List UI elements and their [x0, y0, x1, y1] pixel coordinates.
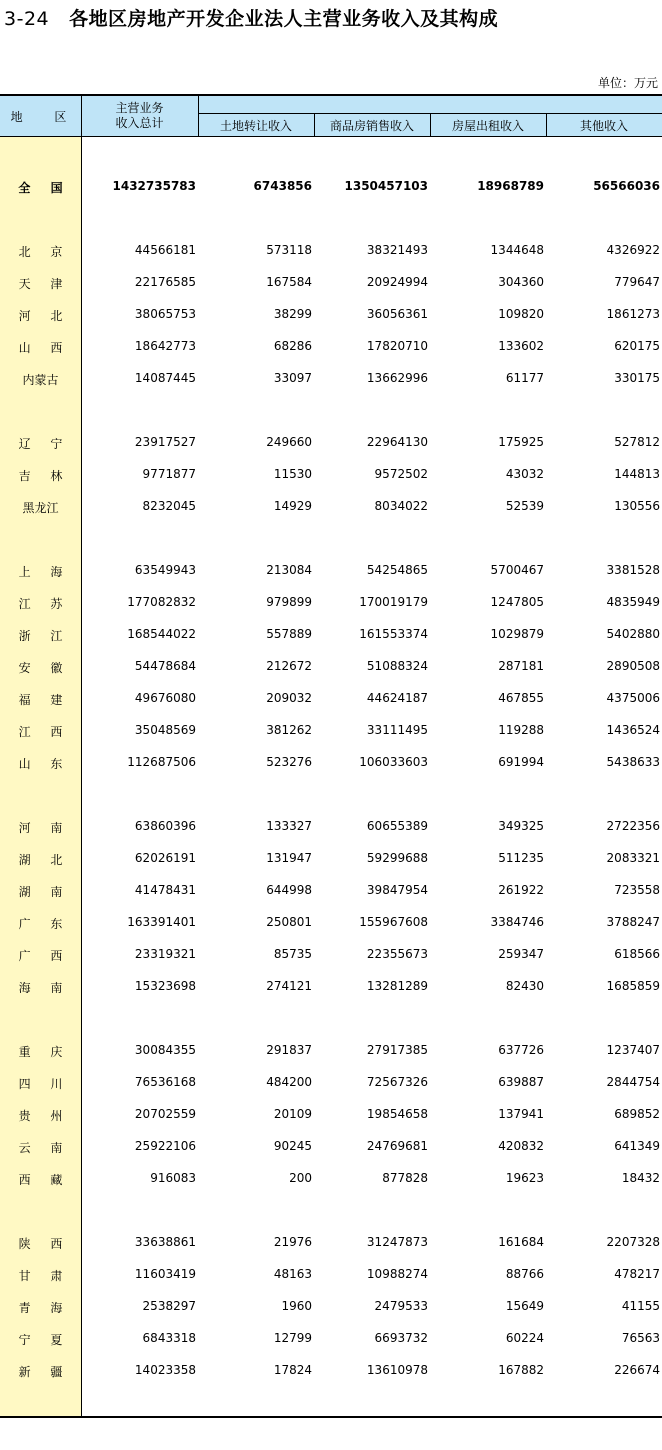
- region-name: 四 川: [18, 1077, 71, 1091]
- house-sales-value: 17820710: [366, 339, 428, 353]
- region-name: 广 东: [18, 917, 71, 931]
- region-name: 全 国: [18, 181, 71, 195]
- land-value: 6743856: [253, 179, 312, 193]
- house-sales-value: 1350457103: [344, 179, 428, 193]
- house-sales-value: 13610978: [366, 1363, 428, 1377]
- land-value: 212672: [266, 659, 312, 673]
- rent-value: 511235: [498, 851, 544, 865]
- region-name: 新 疆: [18, 1365, 71, 1379]
- table-row: [0, 1328, 662, 1348]
- region-name: 辽 宁: [18, 437, 71, 451]
- other-value: 18432: [621, 1171, 660, 1185]
- header-total-line2: 收入总计: [115, 116, 164, 130]
- total-value: 76536168: [134, 1075, 196, 1089]
- house-sales-value: 13281289: [366, 979, 428, 993]
- other-value: 4835949: [606, 595, 660, 609]
- other-value: 2207328: [606, 1235, 660, 1249]
- other-value: 76563: [621, 1331, 660, 1345]
- region-name: 河 南: [18, 821, 71, 835]
- header-rent: 房屋出租收入: [451, 118, 524, 133]
- land-value: 1960: [281, 1299, 312, 1313]
- rent-value: 133602: [498, 339, 544, 353]
- land-value: 644998: [266, 883, 312, 897]
- rent-value: 19623: [505, 1171, 544, 1185]
- land-value: 21976: [273, 1235, 312, 1249]
- rent-value: 637726: [498, 1043, 544, 1057]
- header-divider: [198, 96, 199, 137]
- land-value: 249660: [266, 435, 312, 449]
- header-total-line1: 主营业务: [115, 101, 164, 115]
- header-land: 土地转让收入: [219, 118, 292, 133]
- table-row: [0, 944, 662, 964]
- other-value: 1436524: [606, 723, 660, 737]
- land-value: 14929: [273, 499, 312, 513]
- house-sales-value: 19854658: [366, 1107, 428, 1121]
- table-row: [0, 1136, 662, 1156]
- region-name: 北 京: [18, 245, 71, 259]
- region-name: 甘 肃: [18, 1269, 71, 1283]
- house-sales-value: 39847954: [366, 883, 428, 897]
- table-row: [0, 1296, 662, 1316]
- table-row: [0, 1104, 662, 1124]
- land-value: 557889: [266, 627, 312, 641]
- total-value: 6843318: [142, 1331, 196, 1345]
- other-value: 723558: [614, 883, 660, 897]
- region-name: 福 建: [18, 693, 71, 707]
- land-value: 17824: [273, 1363, 312, 1377]
- region-name: 青 海: [18, 1301, 71, 1315]
- table-row: [0, 432, 662, 452]
- total-value: 63860396: [134, 819, 196, 833]
- rent-value: 175925: [498, 435, 544, 449]
- region-name: 江 西: [18, 725, 71, 739]
- header-other: 其他收入: [579, 118, 628, 133]
- other-value: 527812: [614, 435, 660, 449]
- land-value: 38299: [273, 307, 312, 321]
- house-sales-value: 6693732: [374, 1331, 428, 1345]
- house-sales-value: 60655389: [366, 819, 428, 833]
- table-row: [0, 720, 662, 740]
- total-value: 177082832: [127, 595, 196, 609]
- total-value: 2538297: [142, 1299, 196, 1313]
- other-value: 3788247: [606, 915, 660, 929]
- land-value: 250801: [266, 915, 312, 929]
- total-value: 62026191: [134, 851, 196, 865]
- rent-value: 43032: [505, 467, 544, 481]
- land-value: 484200: [266, 1075, 312, 1089]
- house-sales-value: 54254865: [366, 563, 428, 577]
- house-sales-value: 2479533: [374, 1299, 428, 1313]
- header-divider: [546, 114, 547, 137]
- table-row: [0, 496, 662, 516]
- house-sales-value: 44624187: [366, 691, 428, 705]
- rent-value: 1247805: [490, 595, 544, 609]
- table-row: [0, 912, 662, 932]
- house-sales-value: 106033603: [359, 755, 428, 769]
- other-value: 1237407: [606, 1043, 660, 1057]
- rent-value: 119288: [498, 723, 544, 737]
- table-row: [0, 656, 662, 676]
- header-region: 地 区: [10, 109, 81, 124]
- table-number: 3-24: [4, 8, 50, 30]
- region-column-background: [0, 137, 81, 1416]
- other-value: 2083321: [606, 851, 660, 865]
- land-value: 167584: [266, 275, 312, 289]
- other-value: 56566036: [593, 179, 660, 193]
- region-name: 黑龙江: [22, 501, 59, 515]
- other-value: 478217: [614, 1267, 660, 1281]
- region-name: 山 西: [18, 341, 71, 355]
- region-name: 重 庆: [18, 1045, 71, 1059]
- land-value: 48163: [273, 1267, 312, 1281]
- other-value: 3381528: [606, 563, 660, 577]
- table-title: 各地区房地产开发企业法人主营业务收入及其构成: [69, 8, 499, 30]
- land-value: 209032: [266, 691, 312, 705]
- table-row: [0, 304, 662, 324]
- region-name: 内蒙古: [22, 373, 59, 387]
- total-value: 112687506: [127, 755, 196, 769]
- total-value: 15323698: [134, 979, 196, 993]
- other-value: 41155: [621, 1299, 660, 1313]
- house-sales-value: 161553374: [359, 627, 428, 641]
- total-value: 49676080: [134, 691, 196, 705]
- rent-value: 82430: [505, 979, 544, 993]
- table-row: [0, 752, 662, 772]
- table-row: [0, 1072, 662, 1092]
- other-value: 130556: [614, 499, 660, 513]
- rent-value: 261922: [498, 883, 544, 897]
- other-value: 226674: [614, 1363, 660, 1377]
- total-value: 168544022: [127, 627, 196, 641]
- total-value: 35048569: [134, 723, 196, 737]
- header-house-sales: 商品房销售收入: [329, 118, 414, 133]
- land-value: 12799: [273, 1331, 312, 1345]
- other-value: 689852: [614, 1107, 660, 1121]
- rent-value: 18968789: [477, 179, 544, 193]
- rent-value: 61177: [505, 371, 544, 385]
- house-sales-value: 877828: [382, 1171, 428, 1185]
- table-row: [0, 560, 662, 580]
- region-name: 河 北: [18, 309, 71, 323]
- house-sales-value: 24769681: [366, 1139, 428, 1153]
- table-row: [0, 880, 662, 900]
- rent-value: 5700467: [490, 563, 544, 577]
- table-row: [0, 1232, 662, 1252]
- other-value: 144813: [614, 467, 660, 481]
- land-value: 573118: [266, 243, 312, 257]
- table-row: [0, 336, 662, 356]
- total-value: 44566181: [134, 243, 196, 257]
- table-row: [0, 1264, 662, 1284]
- total-value: 14087445: [134, 371, 196, 385]
- house-sales-value: 36056361: [366, 307, 428, 321]
- total-value: 8232045: [142, 499, 196, 513]
- rent-value: 137941: [498, 1107, 544, 1121]
- total-value: 33638861: [134, 1235, 196, 1249]
- land-value: 90245: [273, 1139, 312, 1153]
- house-sales-value: 38321493: [366, 243, 428, 257]
- region-name: 上 海: [18, 565, 71, 579]
- region-name: 宁 夏: [18, 1333, 71, 1347]
- region-name: 贵 州: [18, 1109, 71, 1123]
- land-value: 291837: [266, 1043, 312, 1057]
- region-name: 湖 北: [18, 853, 71, 867]
- total-value: 22176585: [134, 275, 196, 289]
- house-sales-value: 170019179: [359, 595, 428, 609]
- region-column-divider: [81, 137, 82, 1417]
- other-value: 1861273: [606, 307, 660, 321]
- total-value: 38065753: [134, 307, 196, 321]
- table-row: [0, 848, 662, 868]
- region-name: 天 津: [18, 277, 71, 291]
- house-sales-value: 33111495: [366, 723, 428, 737]
- total-value: 14023358: [134, 1363, 196, 1377]
- house-sales-value: 22964130: [366, 435, 428, 449]
- land-value: 274121: [266, 979, 312, 993]
- total-value: 20702559: [134, 1107, 196, 1121]
- region-name: 吉 林: [18, 469, 71, 483]
- land-value: 68286: [273, 339, 312, 353]
- rent-value: 259347: [498, 947, 544, 961]
- region-name: 山 东: [18, 757, 71, 771]
- region-name: 安 徽: [18, 661, 71, 675]
- bottom-rule: [0, 1416, 662, 1418]
- house-sales-value: 8034022: [374, 499, 428, 513]
- other-value: 2722356: [606, 819, 660, 833]
- table-header: [0, 96, 662, 137]
- land-value: 33097: [273, 371, 312, 385]
- rent-value: 1029879: [490, 627, 544, 641]
- rent-value: 15649: [505, 1299, 544, 1313]
- unit-label: 单位：万元: [597, 76, 658, 90]
- house-sales-value: 155967608: [359, 915, 428, 929]
- page-title: [4, 4, 498, 31]
- house-sales-value: 9572502: [374, 467, 428, 481]
- region-name: 江 苏: [18, 597, 71, 611]
- total-value: 11603419: [134, 1267, 196, 1281]
- table-row: [0, 1168, 662, 1188]
- table-row: [0, 688, 662, 708]
- table-row: [0, 592, 662, 612]
- total-value: 25922106: [134, 1139, 196, 1153]
- rent-value: 88766: [505, 1267, 544, 1281]
- land-value: 200: [289, 1171, 312, 1185]
- land-value: 131947: [266, 851, 312, 865]
- house-sales-value: 22355673: [366, 947, 428, 961]
- house-sales-value: 31247873: [366, 1235, 428, 1249]
- rent-value: 304360: [498, 275, 544, 289]
- land-value: 979899: [266, 595, 312, 609]
- header-divider: [314, 114, 315, 137]
- rent-value: 691994: [498, 755, 544, 769]
- land-value: 213084: [266, 563, 312, 577]
- house-sales-value: 72567326: [366, 1075, 428, 1089]
- rent-value: 349325: [498, 819, 544, 833]
- other-value: 641349: [614, 1139, 660, 1153]
- region-name: 海 南: [18, 981, 71, 995]
- other-value: 2890508: [606, 659, 660, 673]
- region-name: 云 南: [18, 1141, 71, 1155]
- total-value: 30084355: [134, 1043, 196, 1057]
- other-value: 5438633: [606, 755, 660, 769]
- total-value: 41478431: [134, 883, 196, 897]
- rent-value: 287181: [498, 659, 544, 673]
- rent-value: 109820: [498, 307, 544, 321]
- region-name: 西 藏: [18, 1173, 71, 1187]
- rent-value: 639887: [498, 1075, 544, 1089]
- region-name: 浙 江: [18, 629, 71, 643]
- header-total: [81, 96, 198, 136]
- land-value: 85735: [273, 947, 312, 961]
- rent-value: 467855: [498, 691, 544, 705]
- table-row: [0, 976, 662, 996]
- table-row: [0, 816, 662, 836]
- region-name: 陕 西: [18, 1237, 71, 1251]
- total-value: 916083: [150, 1171, 196, 1185]
- house-sales-value: 20924994: [366, 275, 428, 289]
- other-value: 4375006: [606, 691, 660, 705]
- header-divider: [430, 114, 431, 137]
- total-value: 18642773: [134, 339, 196, 353]
- total-value: 63549943: [134, 563, 196, 577]
- table-row: [0, 240, 662, 260]
- other-value: 779647: [614, 275, 660, 289]
- land-value: 133327: [266, 819, 312, 833]
- rent-value: 420832: [498, 1139, 544, 1153]
- table-row-national: [0, 176, 662, 196]
- table-row: [0, 624, 662, 644]
- header-divider: [81, 96, 82, 137]
- table-row: [0, 1040, 662, 1060]
- region-name: 广 西: [18, 949, 71, 963]
- table-row: [0, 272, 662, 292]
- other-value: 618566: [614, 947, 660, 961]
- house-sales-value: 27917385: [366, 1043, 428, 1057]
- rent-value: 167882: [498, 1363, 544, 1377]
- land-value: 523276: [266, 755, 312, 769]
- other-value: 5402880: [606, 627, 660, 641]
- table-row: [0, 464, 662, 484]
- region-name: 湖 南: [18, 885, 71, 899]
- other-value: 1685859: [606, 979, 660, 993]
- other-value: 330175: [614, 371, 660, 385]
- total-value: 54478684: [134, 659, 196, 673]
- table-row: [0, 1360, 662, 1380]
- house-sales-value: 51088324: [366, 659, 428, 673]
- land-value: 20109: [273, 1107, 312, 1121]
- total-value: 163391401: [127, 915, 196, 929]
- house-sales-value: 10988274: [366, 1267, 428, 1281]
- rent-value: 161684: [498, 1235, 544, 1249]
- total-value: 1432735783: [112, 179, 196, 193]
- total-value: 23319321: [134, 947, 196, 961]
- other-value: 620175: [614, 339, 660, 353]
- house-sales-value: 59299688: [366, 851, 428, 865]
- rent-value: 1344648: [490, 243, 544, 257]
- land-value: 11530: [273, 467, 312, 481]
- total-value: 23917527: [134, 435, 196, 449]
- land-value: 381262: [266, 723, 312, 737]
- house-sales-value: 13662996: [366, 371, 428, 385]
- rent-value: 60224: [505, 1331, 544, 1345]
- total-value: 9771877: [142, 467, 196, 481]
- rent-value: 3384746: [490, 915, 544, 929]
- other-value: 4326922: [606, 243, 660, 257]
- table-row: [0, 368, 662, 388]
- rent-value: 52539: [505, 499, 544, 513]
- other-value: 2844754: [606, 1075, 660, 1089]
